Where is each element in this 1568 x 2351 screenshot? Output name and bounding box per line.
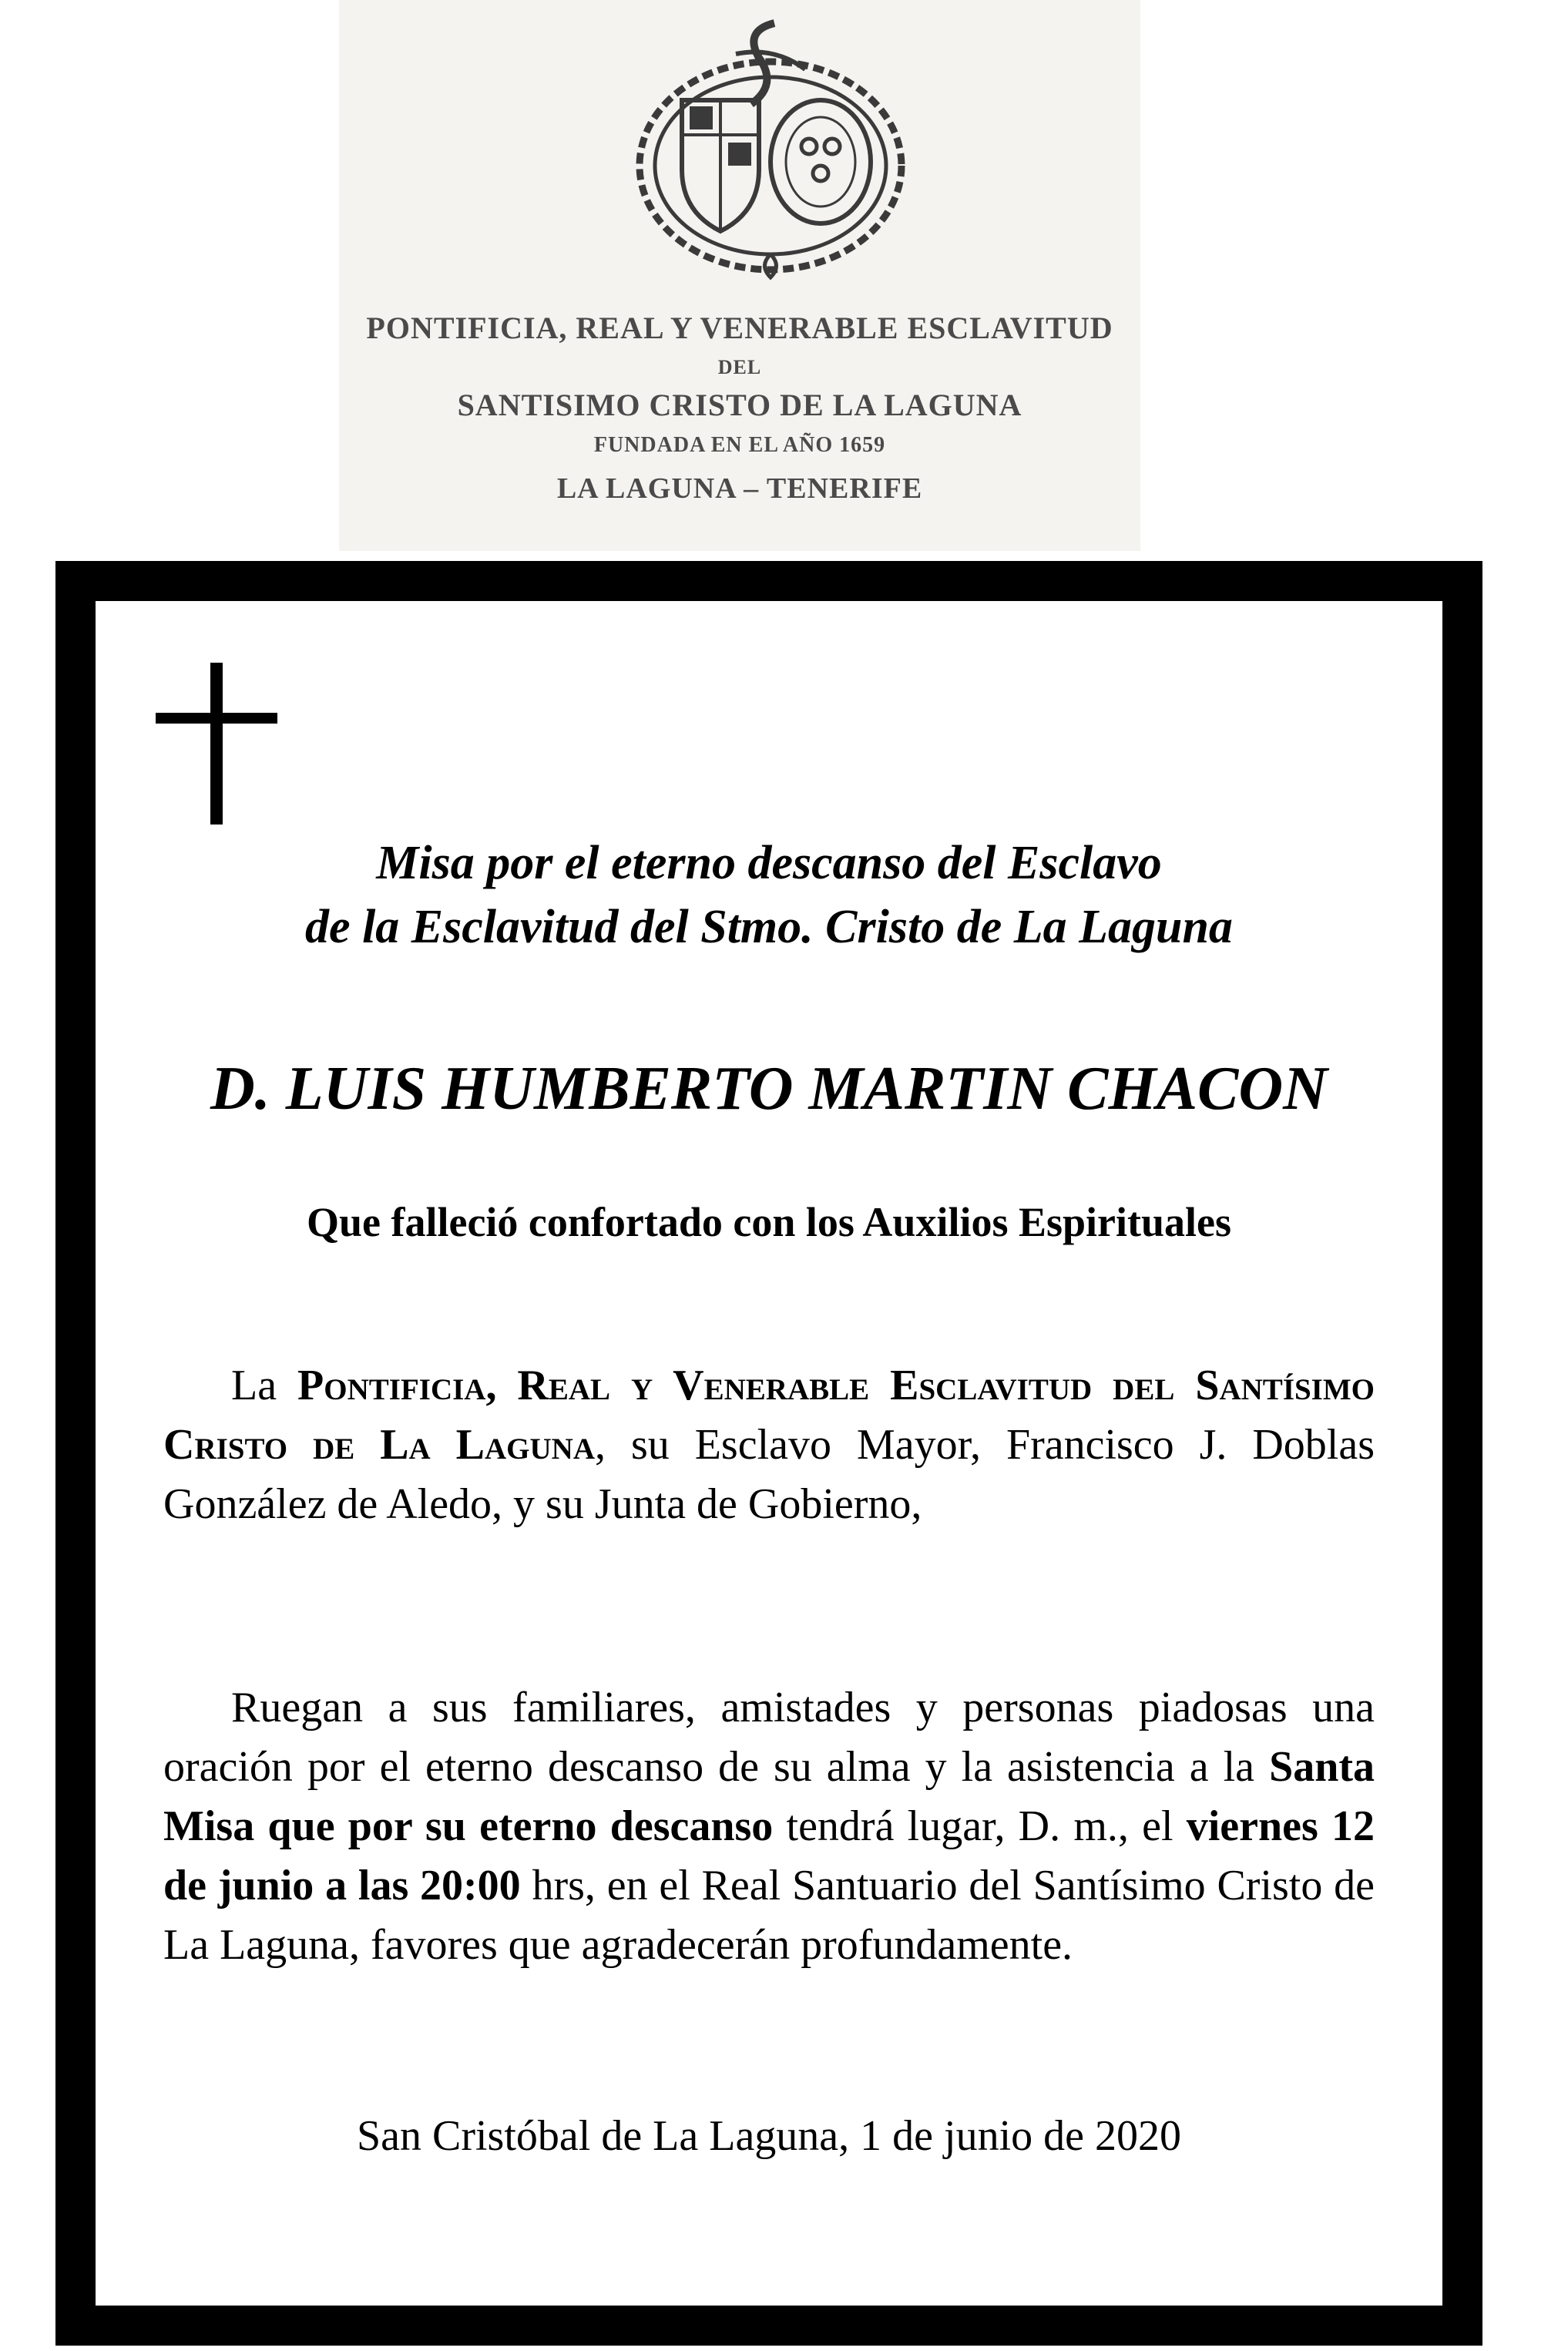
para2-part3: hrs, en el Real Santuario del Santísimo Cristo de La Laguna, favores que agradecerán profundamente. [163, 1862, 1375, 1969]
para2-part2: tendrá lugar, D. m., el [773, 1802, 1187, 1850]
cross-horizontal-bar [156, 713, 277, 724]
para2-part1: Ruegan a sus familiares, amistades y personas piadosas una oración por el eterno descanso de su alma y la asistencia a la [163, 1684, 1375, 1791]
subtitle: Que falleció confortado con los Auxilios Espirituales [306, 1199, 1232, 1245]
header-line-cristo: SANTISIMO CRISTO DE LA LAGUNA [457, 388, 1022, 422]
header-line-del: DEL [717, 356, 762, 378]
mass-title-line2: de la Esclavitud del Stmo. Cristo de La Laguna [305, 901, 1233, 953]
para1-lead: La [231, 1362, 298, 1409]
para1-institution: Pontificia, Real y Venerable Esclavitud del Santísimo Cristo de La Laguna [163, 1362, 1375, 1469]
para1-rest: , su Esclavo Mayor, Francisco J. Doblas González de Aledo, y su Junta de Gobierno, [163, 1421, 1375, 1528]
heraldic-seal-icon [620, 8, 921, 285]
header-line-institution: PONTIFICIA, REAL Y VENERABLE ESCLAVITUD [366, 311, 1113, 345]
deceased-name: D. LUIS HUMBERTO MARTIN CHACON [210, 1055, 1328, 1123]
header-line-founded: FUNDADA EN EL AÑO 1659 [593, 433, 886, 457]
dateline: San Cristóbal de La Laguna, 1 de junio de 2020 [357, 2112, 1181, 2160]
para2-bold-datetime: viernes 12 de junio a las 20:00 [163, 1802, 1375, 1909]
paragraph-request [163, 1678, 1375, 1975]
mass-title-line1: Misa por el eterno descanso del Esclavo [376, 837, 1162, 889]
paragraph-announcers [163, 1356, 1375, 1534]
cross-vertical-bar [210, 663, 223, 825]
header-line-location: LA LAGUNA – TENERIFE [556, 472, 923, 505]
para2-bold-mass: Santa Misa que por su eterno descanso [163, 1743, 1375, 1850]
